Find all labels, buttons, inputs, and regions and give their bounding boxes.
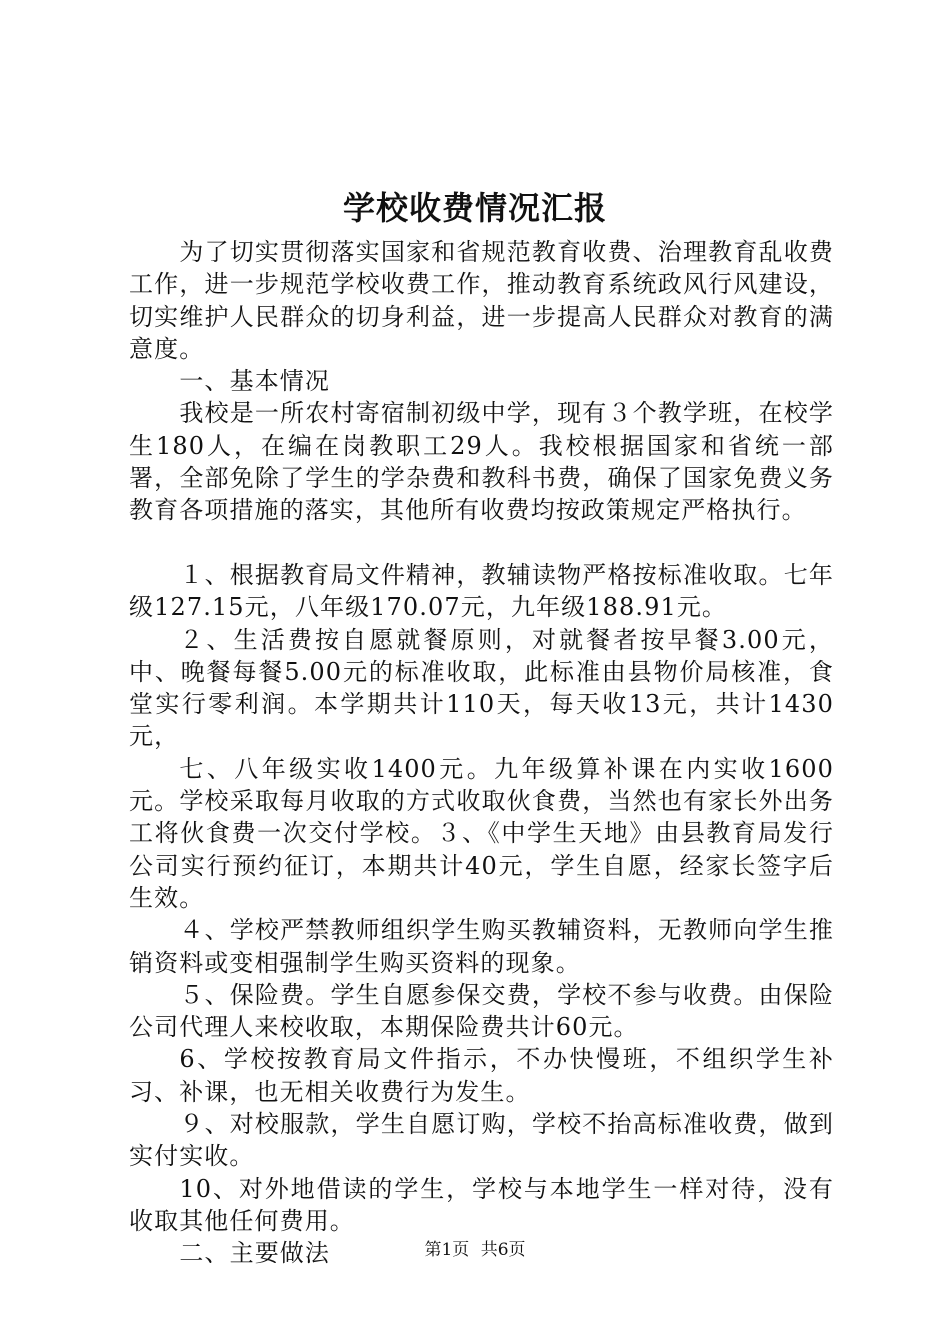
page-total: 共6页: [480, 1240, 526, 1260]
paragraph-item-2-cont: 七、八年级实收1400元。九年级算补课在内实收1600元。学校采取每月收取的方式收取伙食费，当然也有家长外出务工将伙食费一次交付学校。３、《中学生天地》由县教育局发行公司实行预约征订，本期共计40元，学生自愿，经家长签字后生效。: [129, 754, 834, 912]
section-heading-practices: 二、主要做法: [179, 1239, 330, 1268]
document-body: [129, 236, 834, 1270]
paragraph-item-1: １、根据教育局文件精神，教辅读物严格按标准收取。七年级127.15元，八年级170.07元，九年级188.91元。: [129, 560, 834, 622]
paragraph-item-2: ２、生活费按自愿就餐原则，对就餐者按早餐3.00元，中、晚餐每餐5.00元的标准收取，此标准由县物价局核准，食堂实行零利润。本学期共计110天，每天收13元，共计1430元，: [129, 625, 834, 751]
paragraph-item-4: ４、学校严禁教师组织学生购买教辅资料，无教师向学生推销资料或变相强制学生购买资料的现象。: [129, 916, 834, 977]
paragraph-item-6: 6、学校按教育局文件指示，不办快慢班，不组织学生补习、补课，也无相关收费行为发生。: [129, 1045, 834, 1106]
paragraph-item-5: ５、保险费。学生自愿参保交费，学校不参与收费。由保险公司代理人来校收取，本期保险费共计60元。: [129, 980, 834, 1042]
paragraph-blank: [129, 527, 834, 559]
paragraph-item-10: 10、对外地借读的学生，学校与本地学生一样对待，没有收取其他任何费用。: [129, 1174, 834, 1235]
page-footer: [0, 1238, 950, 1262]
page-number: 第1页: [424, 1240, 470, 1260]
document-title: 学校收费情况汇报: [342, 189, 607, 227]
section-heading-basic: 一、基本情况: [179, 367, 330, 396]
paragraph-basic-situation: 我校是一所农村寄宿制初级中学，现有３个教学班，在校学生180人，在编在岗教职工29人。我校根据国家和省统一部署，全部免除了学生的学杂费和教科书费，确保了国家免费义务教育各项措施的落实，其他所有收费均按政策规定严格执行。: [129, 399, 834, 525]
paragraph-item-9: ９、对校服款，学生自愿订购，学校不抬高标准收费，做到实付实收。: [129, 1110, 834, 1171]
paragraph-intro: 为了切实贯彻落实国家和省规范教育收费、治理教育乱收费工作，进一步规范学校收费工作，推动教育系统政风行风建设，切实维护人民群众的切身利益，进一步提高人民群众对教育的满意度。: [129, 238, 834, 363]
